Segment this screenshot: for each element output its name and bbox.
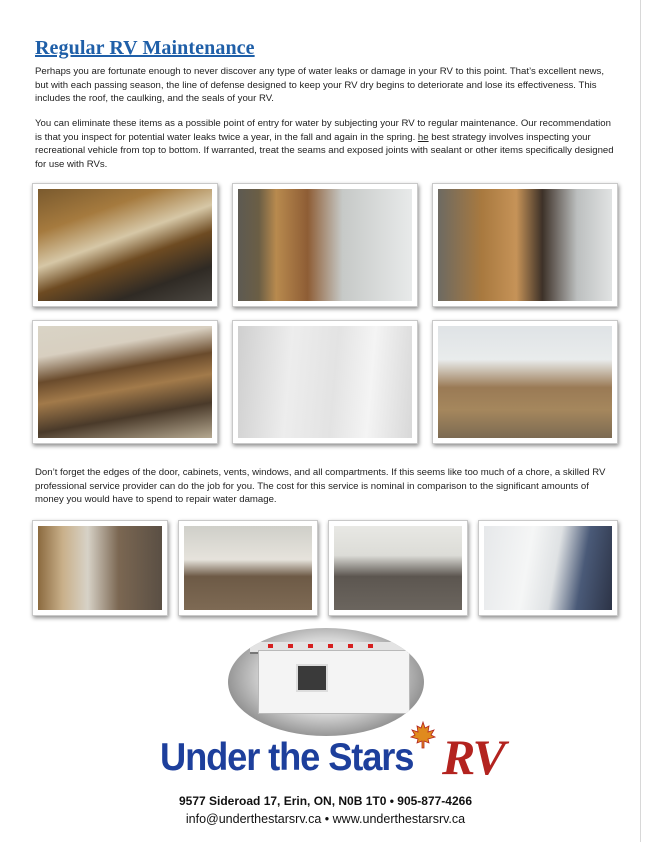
paragraph-text-end: best strategy involves inspecting your recreational vehicle from top to bottom. If warranted, treat the seams and exposed joints with sealant or other items specifically designed for use with RVs. (35, 131, 614, 170)
paragraph-text-start: You can eliminate these items as a possible point of entry for water by subjecting your RV to regular maintenance. Our recommendation is that you inspect for potential water leaks twice a year, in the fall and again in the spring. (35, 118, 611, 143)
page-edge (640, 0, 641, 842)
photo-damaged-rv-corner (432, 183, 618, 307)
photo-stripped-wall-frame (232, 183, 418, 307)
edges-paragraph: Don’t forget the edges of the door, cabinets, vents, windows, and all compartments. If this seems like too much of a chore, a skilled RV professional service provider can do the job for you. The cost for this service is nominal in comparison to the significant amounts of money you would have to spend to repair water damage. (35, 467, 606, 505)
photo-new-subfloor (32, 520, 168, 616)
maintenance-paragraph (35, 117, 620, 171)
logo-rv: RV (442, 729, 504, 785)
rv-trailer-image (228, 628, 424, 736)
photo-floor-repair (32, 320, 218, 444)
photo-installing-floor (178, 520, 318, 616)
email-website: info@underthestarsrv.ca • www.underthestarsrv.ca (185, 812, 466, 826)
address-phone: 9577 Sideroad 17, Erin, ON, N0B 1T0 • 905-877-4266 (178, 794, 472, 808)
photo-exterior-siding-repair (478, 520, 618, 616)
company-logo (160, 730, 540, 790)
paragraph-text-typo: he (417, 131, 429, 143)
intro-paragraph: Perhaps you are fortunate enough to never discover any type of water leaks or damage in your RV to this point. That’s excellent news, but with each passing season, the line of defense designed to keep your RV dry begins to deteriorate and lose its effectiveness. This includes the roof, the caulking, and the seals of your RV. (35, 66, 605, 104)
photo-workshop-rebuild (432, 320, 618, 444)
photo-interior-wall (232, 320, 418, 444)
maple-leaf-icon (408, 720, 438, 750)
page-title: Regular RV Maintenance (35, 37, 255, 59)
photo-finished-interior (328, 520, 468, 616)
logo-name: Under the Stars (160, 736, 414, 779)
photo-rotted-floor (32, 183, 218, 307)
